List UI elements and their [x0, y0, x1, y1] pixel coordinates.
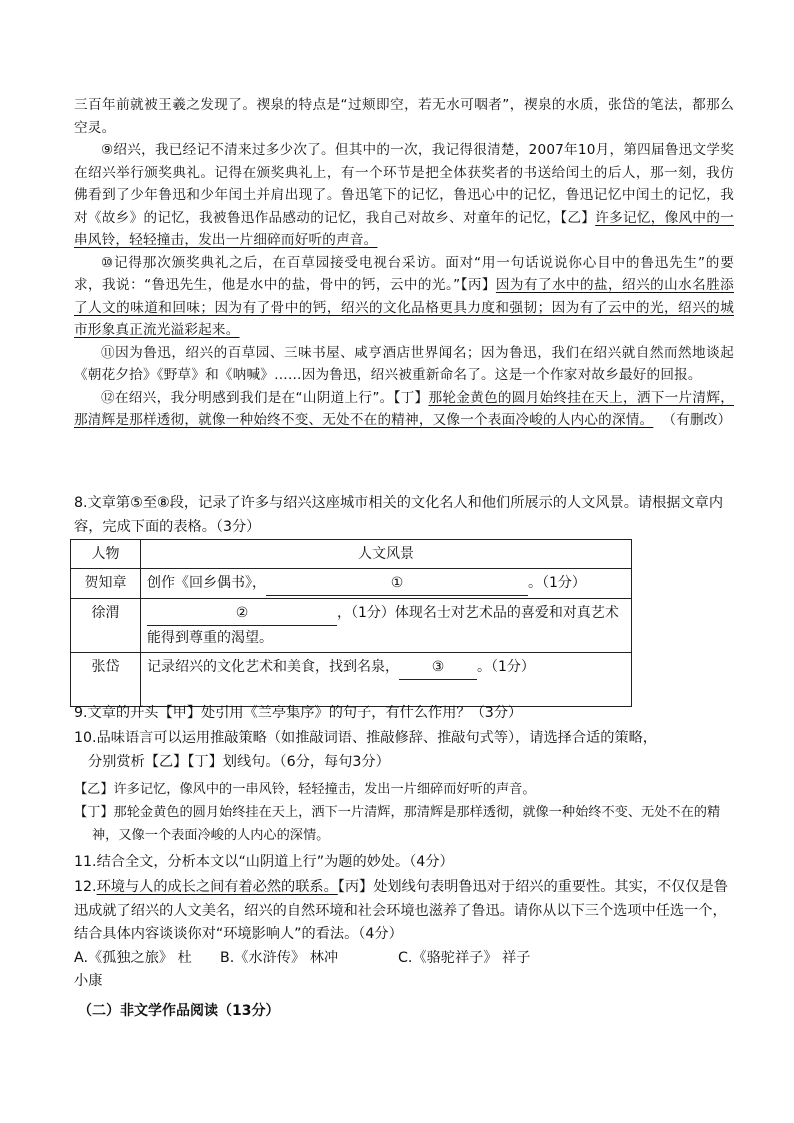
question-12-text [74, 876, 734, 947]
option-c: C.《骆驼祥子》 祥子 [398, 949, 531, 966]
cell-text: 记录绍兴的文化艺术和美食，找到名泉， [147, 659, 399, 675]
header-person: 人物 [71, 540, 141, 569]
paragraph-text: 三百年前就被王羲之发现了。禊泉的特点是“过颊即空，若无水可咽者”，禊泉的水质，张岱的笔法，都那么空灵。 [74, 97, 734, 136]
quoted-sentence-ding: 【丁】那轮金黄色的圆月始终挂在天上，洒下一片清辉，那清辉是那样透彻，就像一种始终不变、无处不在的精神，又像一个表面冷峻的人内心的深情。 [74, 805, 721, 843]
question-10 [74, 727, 734, 774]
paragraph-text: ⑩记得那次颁奖典礼之后，在百草园接受电视台采访。面对“用一句话说说你心目中的鲁迅先生”的要求，我说：“鲁迅先生，他是水中的盐，骨中的钙，云中的光。” [74, 254, 734, 293]
underlined-sentence-yi: 许多记忆，像风中的一串风铃，轻轻撞击，发出一片细碎而好听的声音。 [74, 209, 735, 248]
paragraph-continued [74, 94, 734, 139]
paragraph-12 [74, 387, 734, 432]
question-10-line2: 分别赏析【乙】【丁】划线句。（6分，每句3分） [88, 753, 390, 770]
cell-text: 。（1分） [477, 659, 535, 675]
article-passage [74, 94, 734, 432]
cell-scenery [141, 569, 632, 599]
question-9-text: 9.文章的开头【甲】处引用《兰亭集序》的句子，有什么作用？（3分） [74, 705, 523, 721]
cell-text: 创作《回乡偶书》， [147, 575, 266, 591]
question-number: 12. [74, 879, 97, 895]
answer-blank-3[interactable]: ③ [399, 655, 477, 680]
paragraph-10 [74, 252, 734, 342]
question-12-body: 【丙】处划线句表明鲁迅对于绍兴的重要性。其实，不仅仅是鲁迅成就了绍兴的人文美名，绍兴的自然环境和社会环境也滋养了鲁迅。请你从以下三个选项中任选一个，结合具体内容谈谈你对“环境影响人”的看法。（4分） [74, 879, 728, 942]
table-row [71, 569, 632, 599]
answer-blank-2[interactable]: ② [147, 601, 337, 626]
underlined-sentence-bing: 因为有了水中的盐，绍兴的山水名胜添了人文的味道和回味；因为有了骨中的钙，绍兴的文化品格更具力度和强韧；因为有了云中的光，绍兴的城市形象真正流光溢彩起来。 [74, 277, 734, 338]
question-10-line1: 10.品味语言可以运用推敲策略（如推敲词语、推敲修辞、推敲句式等），请选择合适的策略， [74, 730, 657, 746]
cell-person: 徐渭 [71, 599, 141, 653]
table-header-row [71, 540, 632, 569]
cell-text: ，（1分）体现名士对艺术品的喜爱和对真艺术能得到尊重的渴望。 [147, 605, 619, 646]
quoted-sentence-yi: 【乙】许多记忆，像风中的一串风铃，轻轻撞击，发出一片细碎而好听的声音。 [74, 782, 536, 797]
cell-person: 贺知章 [71, 569, 141, 599]
cell-text: 。（1分） [528, 575, 586, 591]
cell-person: 张岱 [71, 653, 141, 707]
underlined-sentence-ding: 那轮金黄色的圆月始终挂在天上，洒下一片清辉，那清辉是那样透彻，就像一种始终不变、无处不在的精神，又像一个表面冷峻的人内心的深情。 [74, 389, 735, 428]
cell-scenery [141, 599, 632, 653]
question-8 [74, 492, 734, 539]
table-row [71, 599, 632, 653]
paragraph-9 [74, 139, 734, 252]
question-11 [74, 851, 734, 875]
paragraph-text: ⑨绍兴，我已经记不清来过多少次了。但其中的一次，我记得很清楚，2007年10月，第四届鲁迅文学奖在绍兴举行颁奖典礼。记得在颁奖典礼上，有一个环节是把全体获奖者的书送给闰土的后人，那一刻，我仿佛看到了少年鲁迅和少年闰土并肩出现了。鲁迅笔下的记忆，鲁迅心中的记忆，鲁迅记忆中闰土的记忆，我对《故乡》的记忆，我被鲁迅作品感动的记忆，我自己对故乡、对童年的记忆， [74, 142, 734, 226]
mark-ding: 【丁】 [393, 389, 429, 406]
question-12 [74, 876, 734, 994]
question-11-text: 11.结合全文，分析本文以“山阴道上行”为题的妙处。（4分） [74, 854, 454, 870]
quoted-sentences [74, 778, 734, 847]
answer-table [70, 539, 632, 707]
option-a: A.《孤独之旅》 杜小康 [74, 949, 192, 989]
options-row [74, 947, 734, 994]
paragraph-11 [74, 342, 734, 387]
cell-scenery [141, 653, 632, 707]
question-9 [74, 702, 734, 726]
edit-note: （有删改） [662, 412, 732, 428]
table-row [71, 653, 632, 707]
underlined-statement: 环境与人的成长之间有着必然的联系。 [96, 879, 338, 895]
header-scenery: 人文风景 [141, 540, 632, 569]
question-8-text: 8.文章第⑤至⑧段，记录了许多与绍兴这座城市相关的文化名人和他们所展示的人文风景。请根据文章内容，完成下面的表格。（3分） [74, 495, 724, 535]
section-heading: （二）非文学作品阅读（13分） [78, 1003, 280, 1019]
paragraph-text: ⑪因为鲁迅，绍兴的百草园、三味书屋、咸亨酒店世界闻名；因为鲁迅，我们在绍兴就自然而然地谈起《朝花夕拾》《野草》和《呐喊》……因为鲁迅，绍兴被重新命名了。这是一个作家对故乡最好的回报。 [74, 344, 734, 383]
option-b: B.《水浒传》 林冲 [220, 949, 339, 966]
mark-yi: 【乙】 [560, 209, 596, 226]
answer-blank-1[interactable]: ① [266, 571, 528, 596]
mark-bing: 【丙】 [460, 277, 496, 293]
paragraph-text: ⑫在绍兴，我分明感到我们是在“山阴道上行”。 [101, 389, 394, 406]
